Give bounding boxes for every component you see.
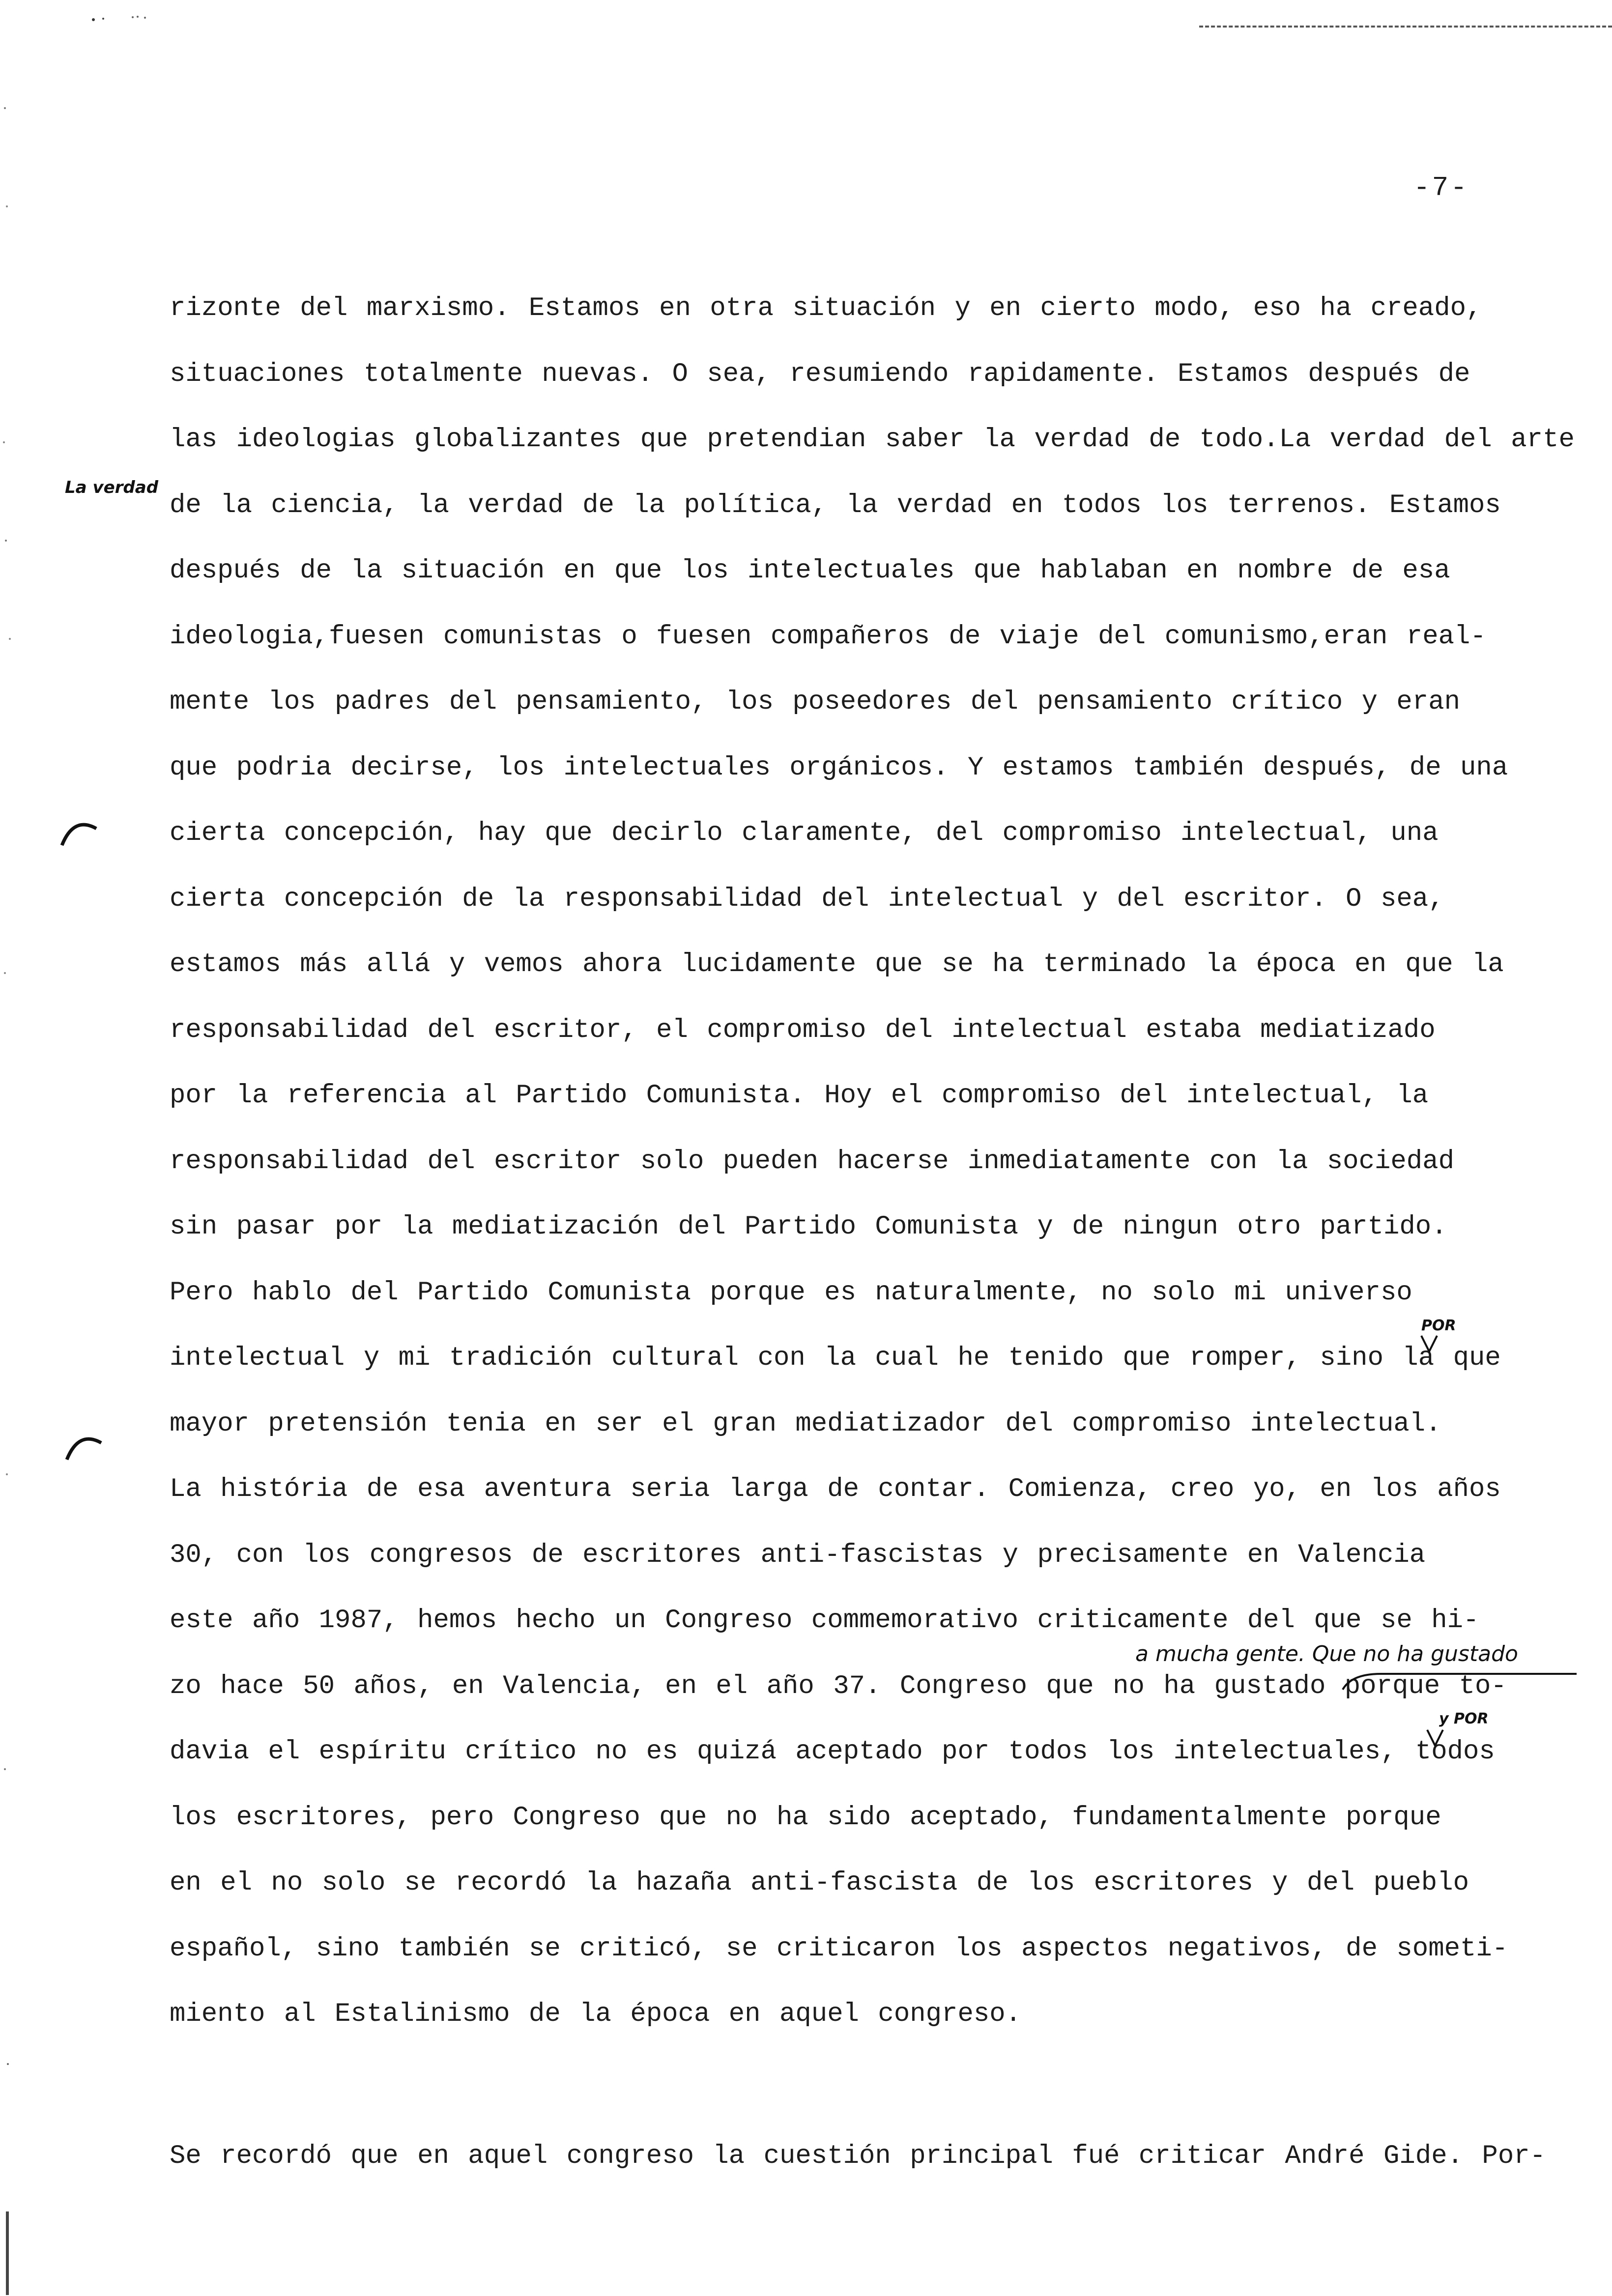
caret-mark: [1419, 1334, 1439, 1353]
text-line: davia el espíritu crítico no es quizá aceptado por todos los intelectuales, todos: [170, 1737, 1495, 1767]
text-line: mente los padres del pensamiento, los poseedores del pensamiento crítico y eran: [170, 687, 1461, 717]
text-line: los escritores, pero Congreso que no ha sido aceptado, fundamentalmente porque: [170, 1802, 1441, 1833]
text-line: cierta concepción, hay que decirlo claramente, del compromiso intelectual, una: [170, 818, 1439, 848]
text-line: en el no solo se recordó la hazaña anti-fascista de los escritores y del pueblo: [170, 1868, 1469, 1898]
text-line: cierta concepción de la responsabilidad del intelectual y del escritor. O sea,: [170, 884, 1444, 914]
text-line: estamos más allá y vemos ahora lucidamente que se ha terminado la época en que la: [170, 949, 1504, 979]
scan-top-rule: [1199, 26, 1612, 28]
text-line: miento al Estalinismo de la época en aquel congreso.: [170, 1999, 1022, 2029]
text-line: situaciones totalmente nuevas. O sea, resumiendo rapidamente. Estamos después de: [170, 359, 1470, 389]
text-line: responsabilidad del escritor, el compromiso del intelectual estaba mediatizado: [170, 1015, 1436, 1045]
handwritten-margin-note: La verdad: [65, 478, 159, 497]
caret-mark: [1425, 1728, 1445, 1748]
text-line: las ideologias globalizantes que pretendian saber la verdad de todo.La verdad del arte: [170, 425, 1575, 455]
text-line: 30, con los congresos de escritores anti-fascistas y precisamente en Valencia: [170, 1540, 1426, 1570]
handwritten-insert: POR: [1421, 1317, 1456, 1334]
text-line: La história de esa aventura seria larga de contar. Comienza, creo yo, en los años: [170, 1474, 1501, 1504]
text-line: que podria decirse, los intelectuales orgánicos. Y estamos también después, de una: [170, 752, 1508, 783]
text-line: Pero hablo del Partido Comunista porque es naturalmente, no solo mi universo: [170, 1277, 1412, 1308]
text-line: este año 1987, hemos hecho un Congreso commemorativo criticamente del que se hi-: [170, 1606, 1479, 1636]
text-line: de la ciencia, la verdad de la política, la verdad en todos los terrenos. Estamos: [170, 490, 1501, 520]
handwritten-insert: y POR: [1439, 1710, 1489, 1727]
margin-bracket-mark: [59, 816, 98, 850]
text-line: responsabilidad del escritor solo pueden hacerse inmediatamente con la sociedad: [170, 1146, 1455, 1177]
text-line: Se recordó que en aquel congreso la cuestión principal fué criticar André Gide. Por-: [170, 2141, 1546, 2171]
insertion-curve: [1342, 1671, 1578, 1691]
text-line: por la referencia al Partido Comunista. Hoy el compromiso del intelectual, la: [170, 1081, 1429, 1111]
scan-margin-dots: [0, 0, 20, 2296]
text-line: zo hace 50 años, en Valencia, en el año 37. Congreso que no ha gustado porque to-: [170, 1671, 1507, 1701]
text-line: sin pasar por la mediatización del Partido Comunista y de ningun otro partido.: [170, 1212, 1447, 1242]
margin-bracket-mark: [64, 1430, 103, 1464]
text-line: ideologia,fuesen comunistas o fuesen compañeros de viaje del comunismo,eran real-: [170, 621, 1486, 652]
text-line: intelectual y mi tradición cultural con la cual he tenido que romper, sino la que: [170, 1343, 1501, 1373]
text-line: mayor pretensión tenia en ser el gran mediatizador del compromiso intelectual.: [170, 1408, 1441, 1439]
document-body: [170, 290, 1580, 2203]
page-number: -7-: [1413, 172, 1469, 203]
scan-specks: [74, 10, 270, 25]
handwritten-insert: a mucha gente. Que no ha gustado: [1135, 1641, 1518, 1666]
text-line: español, sino también se criticó, se criticaron los aspectos negativos, de someti-: [170, 1933, 1508, 1964]
text-line: rizonte del marxismo. Estamos en otra situación y en cierto modo, eso ha creado,: [170, 293, 1482, 323]
text-line: después de la situación en que los intelectuales que hablaban en nombre de esa: [170, 556, 1450, 586]
